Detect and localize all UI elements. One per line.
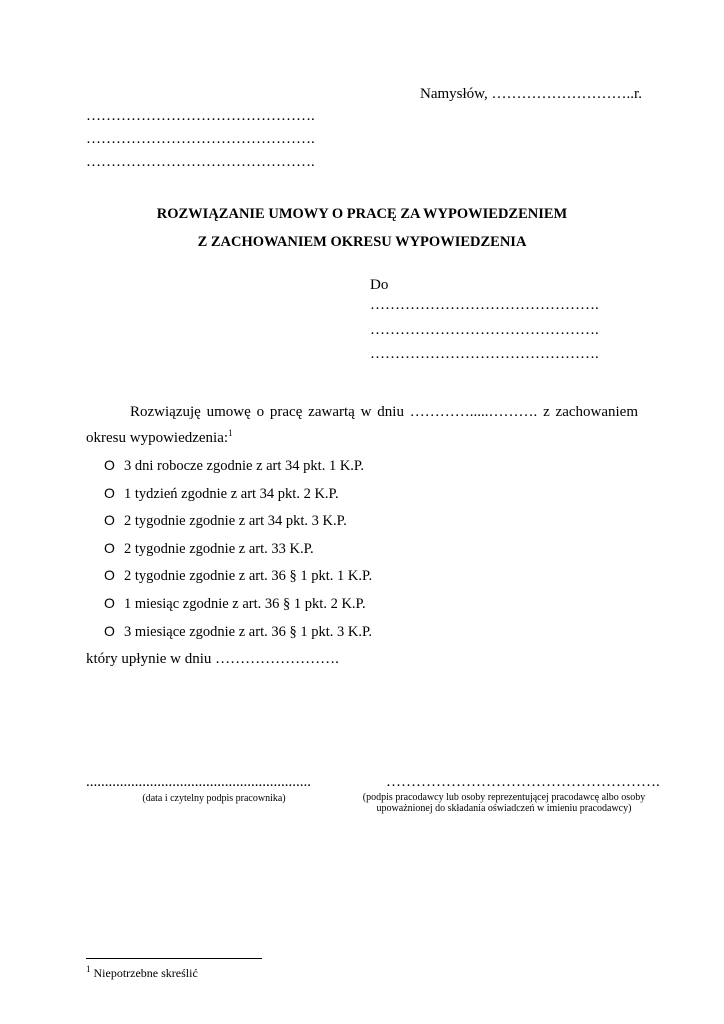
body-line-2-text: okresu wypowiedzenia: xyxy=(86,430,229,446)
recipient-line-1: ………………………………………. xyxy=(370,297,599,313)
footnote-number: 1 xyxy=(86,964,91,974)
employee-signature-caption: (data i czytelny podpis pracownika) xyxy=(142,793,286,804)
circle-bullet-icon: O xyxy=(104,567,115,583)
recipient-line-2: ………………………………………. xyxy=(370,322,599,338)
recipient-line-3: ………………………………………. xyxy=(370,346,599,362)
option-label: 3 dni robocze zgodnie z art 34 pkt. 1 K.P. xyxy=(124,458,365,474)
end-date-line: który upłynie w dniu ……………………. xyxy=(86,651,339,667)
circle-bullet-icon: O xyxy=(104,457,115,473)
option-label: 1 miesiąc zgodnie z art. 36 § 1 pkt. 2 K.P. xyxy=(124,596,366,612)
option-label: 3 miesiące zgodnie z art. 36 § 1 pkt. 3 K.P. xyxy=(124,624,373,640)
circle-bullet-icon: O xyxy=(104,623,115,639)
option-item xyxy=(104,485,339,503)
option-item xyxy=(104,540,314,558)
body-line-1: Rozwiązuję umowę o pracę zawartą w dniu ………….....………. z zachowaniem xyxy=(130,404,638,420)
footnote-text: Niepotrzebne skreślić xyxy=(93,966,198,980)
employer-signature-caption-1: (podpis pracodawcy lub osoby reprezentującej pracodawcę albo osoby xyxy=(362,792,646,803)
option-item xyxy=(104,457,364,475)
option-item xyxy=(104,512,347,530)
employer-line-2: ………………………………………. xyxy=(86,131,315,147)
document-title-line-2: Z ZACHOWANIEM OKRESU WYPOWIEDZENIA xyxy=(197,234,527,250)
option-label: 1 tydzień zgodnie z art 34 pkt. 2 K.P. xyxy=(124,486,339,502)
option-label: 2 tygodnie zgodnie z art. 33 K.P. xyxy=(124,541,314,557)
circle-bullet-icon: O xyxy=(104,595,115,611)
footnote xyxy=(86,964,198,981)
document-title-line-1: ROZWIĄZANIE UMOWY O PRACĘ ZA WYPOWIEDZENIEM xyxy=(156,206,568,222)
option-label: 2 tygodnie zgodnie z art. 36 § 1 pkt. 1 K.P. xyxy=(124,568,373,584)
employer-signature-line: ………………………………………………. xyxy=(386,774,660,790)
employer-line-1: ………………………………………. xyxy=(86,108,315,124)
circle-bullet-icon: O xyxy=(104,485,115,501)
circle-bullet-icon: O xyxy=(104,540,115,556)
option-item xyxy=(104,567,372,585)
circle-bullet-icon: O xyxy=(104,512,115,528)
employee-signature-line: ............................................................ xyxy=(86,774,311,790)
employer-line-3: ………………………………………. xyxy=(86,154,315,170)
option-item xyxy=(104,595,366,613)
employer-signature-caption-2: upoważnionej do składania oświadczeń w imieniu pracodawcy) xyxy=(376,803,632,814)
place-date: Namysłów, ………………………..r. xyxy=(420,86,642,102)
footnote-separator xyxy=(86,958,262,959)
recipient-label: Do xyxy=(370,277,389,293)
footnote-ref: 1 xyxy=(228,428,233,438)
option-label: 2 tygodnie zgodnie z art 34 pkt. 3 K.P. xyxy=(124,513,347,529)
body-line-2 xyxy=(86,428,233,447)
option-item xyxy=(104,623,372,641)
